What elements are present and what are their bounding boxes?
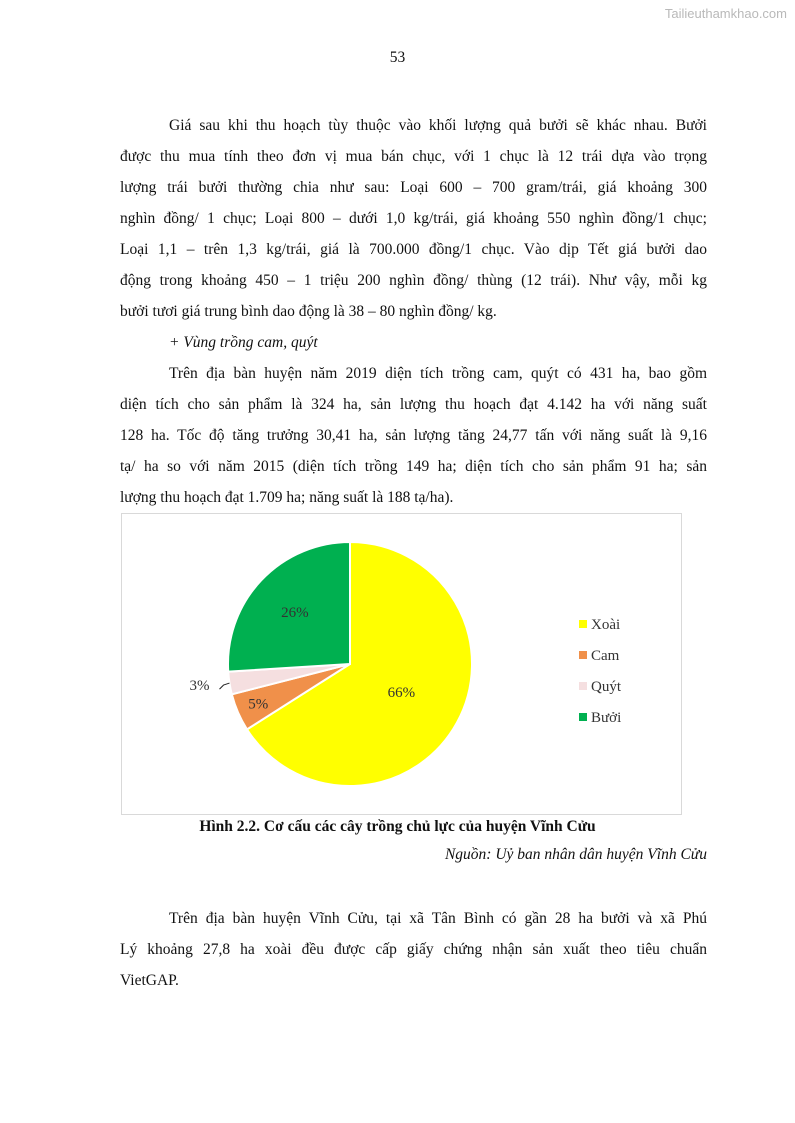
text-line: Loại 1,1 – trên 1,3 kg/trái, giá là 700.000 đồng/1 chục. Vào dịp Tết giá bưởi dao xyxy=(120,241,707,258)
legend-swatch xyxy=(579,682,587,690)
paragraph-price xyxy=(120,110,707,513)
legend-swatch xyxy=(579,651,587,659)
data-label: 66% xyxy=(387,685,416,702)
figure-caption: Hình 2.2. Cơ cấu các cây trồng chủ lực của huyện Vĩnh Cửu xyxy=(199,818,596,835)
text-line: tạ/ ha so với năm 2015 (diện tích trồng 149 ha; diện tích cho sản phẩm 91 ha; sản xyxy=(120,458,707,475)
figure-chart-area xyxy=(121,513,682,815)
pie-chart xyxy=(122,514,681,814)
text-line: bưởi tươi giá trung bình dao động là 38 – 80 nghìn đồng/ kg. xyxy=(120,303,497,320)
figure-source: Nguồn: Uỷ ban nhân dân huyện Vĩnh Cửu xyxy=(444,846,707,863)
leader-line xyxy=(220,683,230,689)
subheading: + Vùng trồng cam, quýt xyxy=(169,334,318,351)
text-line: lượng trái bưởi thường chia như sau: Loại 600 – 700 gram/trái, giá khoảng 300 xyxy=(120,179,707,196)
text-line: 128 ha. Tốc độ tăng trưởng 30,41 ha, sản lượng tăng 24,77 tấn với năng suất là 9,16 xyxy=(120,427,707,444)
legend-label: Cam xyxy=(591,648,620,664)
legend-label: Bưởi xyxy=(591,710,622,726)
watermark: Tailieuthamkhao.com xyxy=(664,6,787,21)
data-label: 26% xyxy=(281,605,309,622)
page-number: 53 xyxy=(389,49,406,66)
text-line: Trên địa bàn huyện năm 2019 diện tích trồng cam, quýt có 431 ha, bao gồm xyxy=(169,365,707,382)
legend-swatch xyxy=(579,620,587,628)
text-line: động trong khoảng 450 – 1 triệu 200 nghìn đồng/ thùng (12 trái). Như vậy, mỗi kg xyxy=(120,272,707,289)
data-label: 5% xyxy=(248,696,269,713)
legend-swatch xyxy=(579,713,587,721)
text-line: Lý khoảng 27,8 ha xoài đều được cấp giấy chứng nhận sản xuất theo tiêu chuẩn xyxy=(120,941,707,958)
legend-label: Quýt xyxy=(591,679,621,695)
text-line: Trên địa bàn huyện Vĩnh Cửu, tại xã Tân Bình có gần 28 ha bưởi và xã Phú xyxy=(169,910,707,927)
paragraph-vietgap xyxy=(120,903,707,996)
data-label: 3% xyxy=(189,678,210,695)
legend-label: Xoài xyxy=(591,617,621,633)
text-line: lượng thu hoạch đạt 1.709 ha; năng suất là 188 tạ/ha). xyxy=(120,489,454,506)
text-line: nghìn đồng/ 1 chục; Loại 800 – dưới 1,0 kg/trái, giá khoảng 550 nghìn đồng/1 chục; xyxy=(120,210,707,227)
text-line: Giá sau khi thu hoạch tùy thuộc vào khối lượng quả bưởi sẽ khác nhau. Bưởi xyxy=(169,117,707,134)
text-line: VietGAP. xyxy=(120,972,179,989)
text-line: được thu mua tính theo đơn vị mua bán chục, với 1 chục là 12 trái dựa vào trọng xyxy=(120,148,707,165)
text-line: diện tích cho sản phẩm là 324 ha, sản lượng thu hoạch đạt 4.142 ha với năng suất xyxy=(120,396,707,413)
